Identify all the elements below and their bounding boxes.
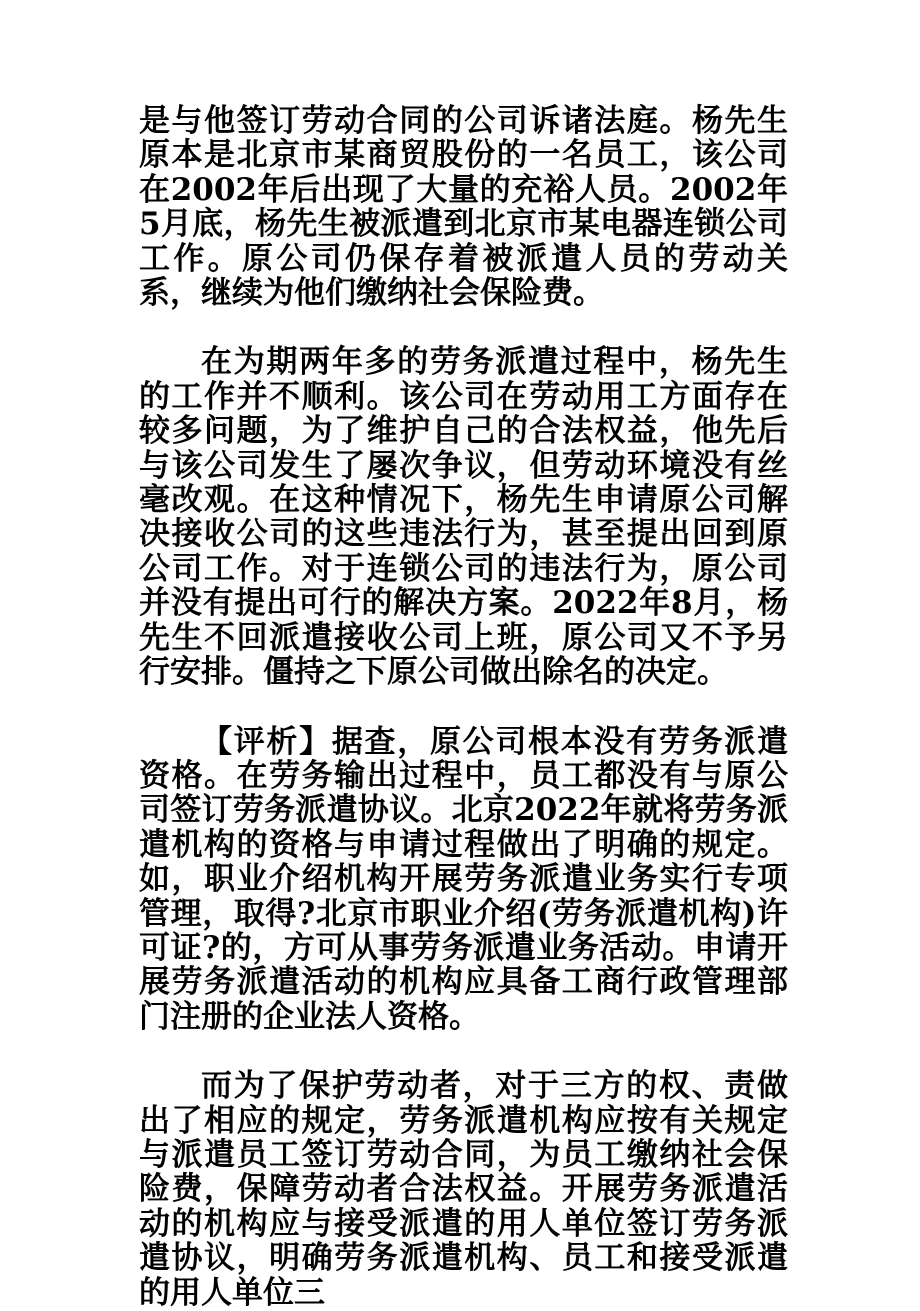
- paragraph-4: 而为了保护劳动者，对于三方的权、责做出了相应的规定，劳务派遣机构应按有关规定与派遣员工签订劳动合同，为员工缴纳社会保险费，保障劳动者合法权益。开展劳务派遣活动的机构应与接受派遣的用人单位签订劳务派遣协议，明确劳务派遣机构、员工和接受派遣的用人单位三: [139, 1068, 788, 1311]
- paragraph-2: 在为期两年多的劳务派遣过程中，杨先生的工作并不顺利。该公司在劳动用工方面存在较多问题，为了维护自己的合法权益，他先后与该公司发生了屡次争议，但劳动环境没有丝毫改观。在这种情况下，杨先生申请原公司解决接收公司的这些违法行为，甚至提出回到原公司工作。对于连锁公司的违法行为，原公司并没有提出可行的解决方案。2022年8月，杨先生不回派遣接收公司上班，原公司又不予另行安排。僵持之下原公司做出除名的决定。: [139, 344, 788, 691]
- paragraph-1: 是与他签订劳动合同的公司诉诸法庭。杨先生原本是北京市某商贸股份的一名员工，该公司在2002年后出现了大量的充裕人员。2002年5月底，杨先生被派遣到北京市某电器连锁公司工作。原公司仍保存着被派遣人员的劳动关系，继续为他们缴纳社会保险费。: [139, 103, 788, 312]
- paragraph-3: 【评析】据查，原公司根本没有劳务派遣资格。在劳务输出过程中，员工都没有与原公司签订劳务派遣协议。北京2022年就将劳务派遣机构的资格与申请过程做出了明确的规定。如，职业介绍机构开展劳务派遣业务实行专项管理，取得?北京市职业介绍(劳务派遣机构)许可证?的，方可从事劳务派遣业务活动。申请开展劳务派遣活动的机构应具备工商行政管理部门注册的企业法人资格。: [139, 723, 788, 1035]
